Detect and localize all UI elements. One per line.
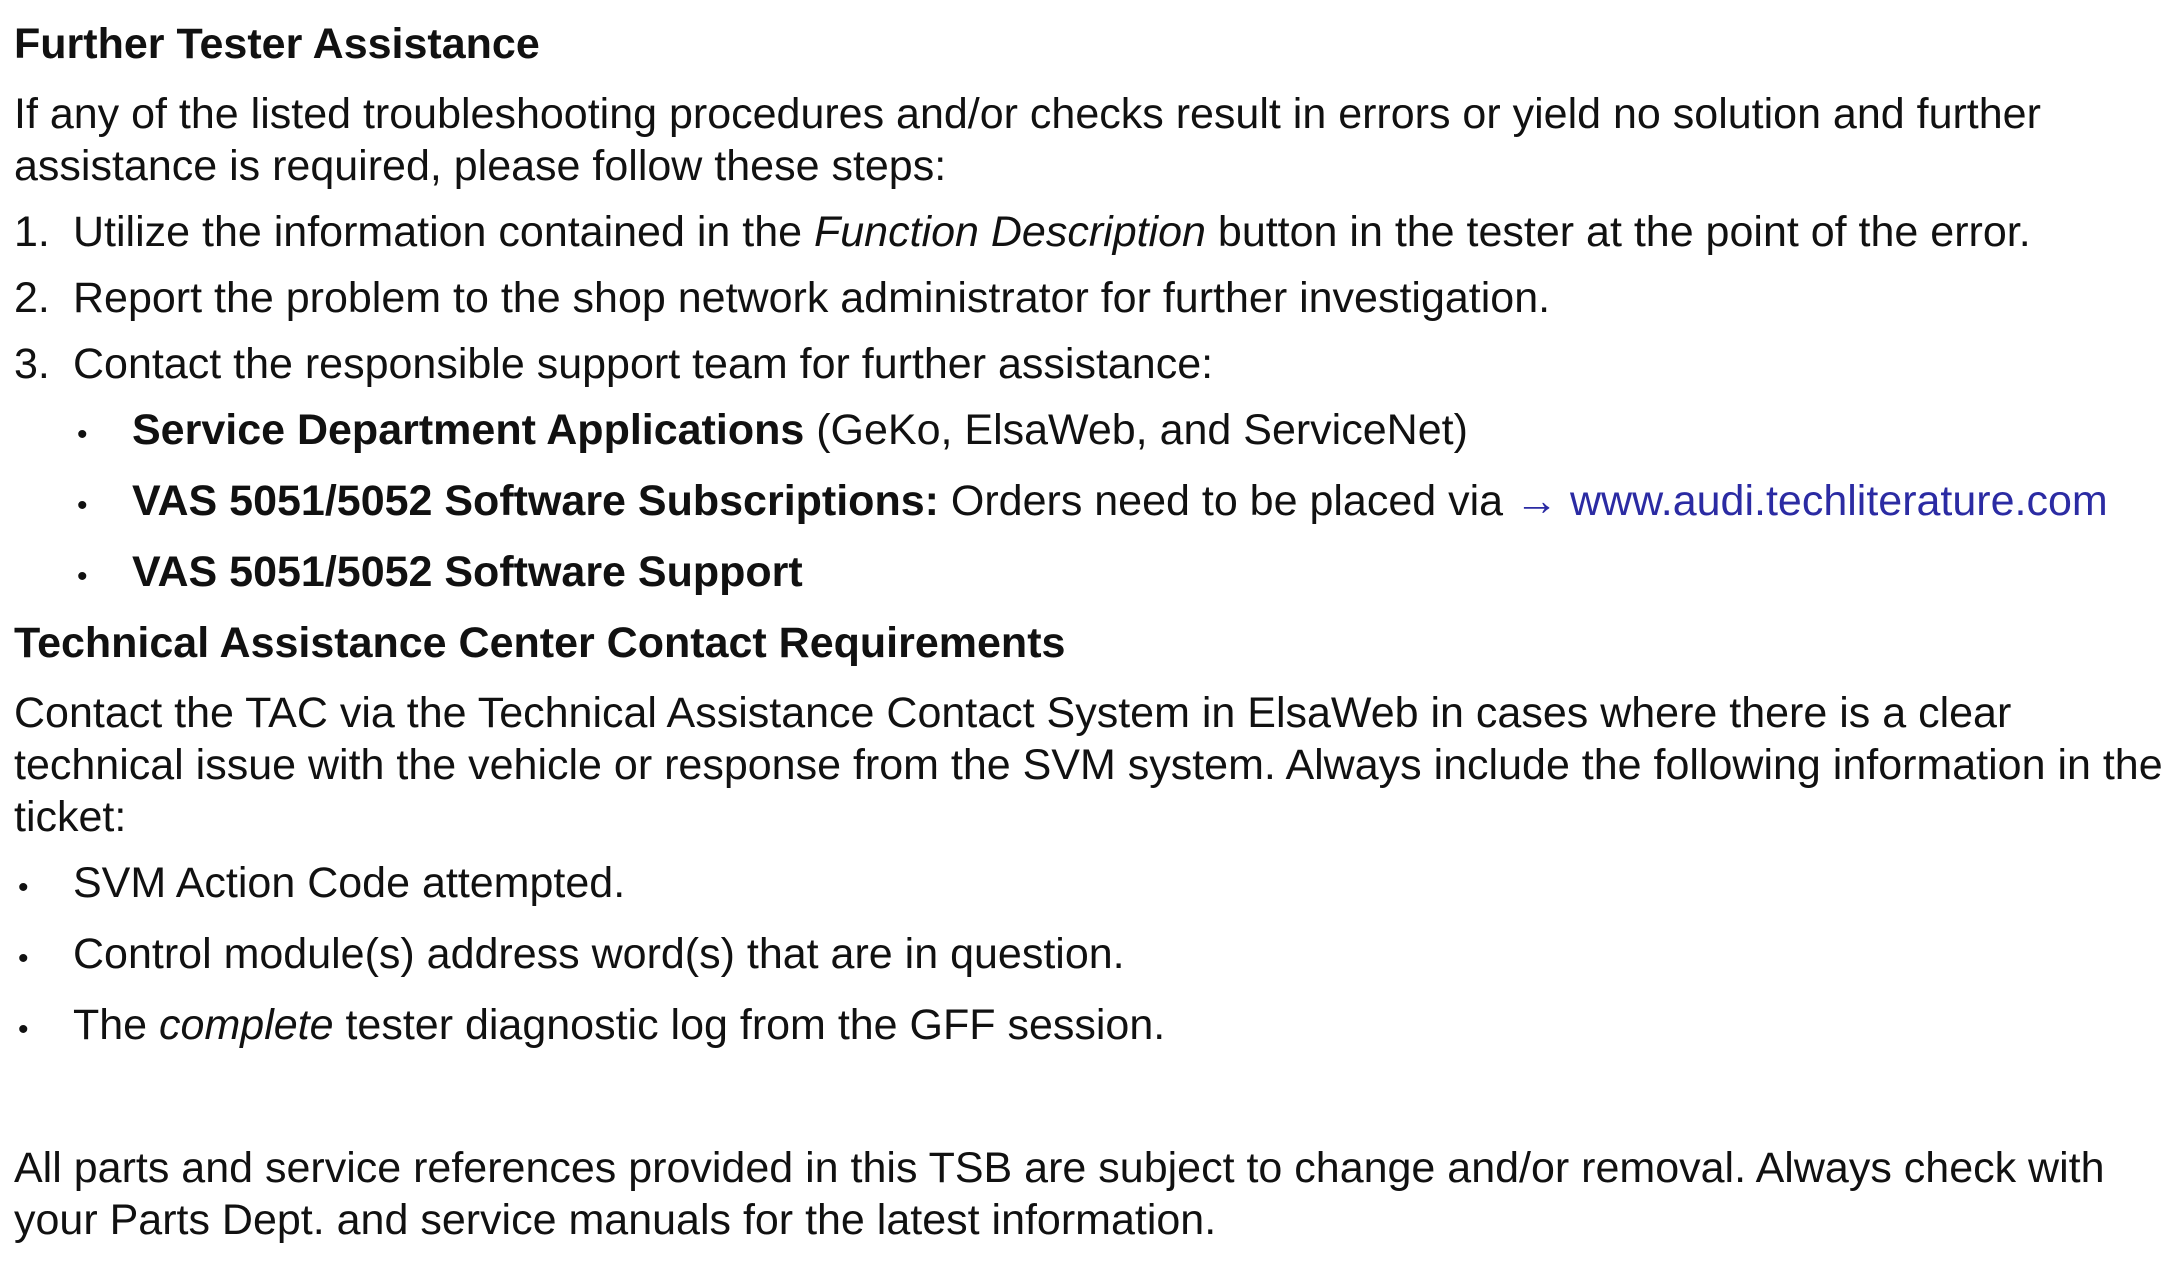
tac-line-1: Contact the TAC via the Technical Assistance Contact System in ElsaWeb in cases where there is a clear [14, 689, 2012, 737]
intro-line-2: assistance is required, please follow these steps: [14, 142, 947, 190]
step-text [73, 206, 2031, 258]
tac-item-text [73, 999, 1165, 1051]
tac-item-diagnostic-log [14, 999, 2164, 1056]
bullet-icon: • [18, 1013, 29, 1046]
function-description-emphasis: Function Description [813, 208, 1206, 256]
step-number: 1. [14, 208, 50, 256]
support-item-service-department [73, 404, 2164, 461]
support-item-software-subscriptions [73, 475, 2164, 532]
support-item-rest: (GeKo, ElsaWeb, and ServiceNet) [804, 406, 1468, 454]
support-item-rest: Orders need to be placed via [938, 477, 1516, 525]
support-item-bold: Service Department Applications [132, 406, 805, 454]
tac-item-pre: The [73, 1001, 160, 1049]
tac-item-text: SVM Action Code attempted. [73, 859, 626, 907]
step-number: 2. [14, 274, 50, 322]
footer-line-2: your Parts Dept. and service manuals for the latest information. [14, 1196, 1217, 1244]
intro-paragraph [14, 88, 2164, 192]
support-item-text [132, 475, 2108, 527]
support-item-software-support [73, 546, 2164, 603]
step-text: Report the problem to the shop network administrator for further investigation. [73, 274, 1551, 322]
tac-item-control-module [14, 928, 2164, 985]
footer-disclaimer [14, 1142, 2164, 1246]
tac-line-3: ticket: [14, 793, 127, 841]
document-body [14, 18, 2164, 1246]
step-2 [14, 272, 2164, 324]
step-text-post: button in the tester at the point of the error. [1205, 208, 2031, 256]
bullet-icon: • [18, 871, 29, 904]
complete-emphasis: complete [159, 1001, 334, 1049]
section-heading-further-tester-assistance: Further Tester Assistance [14, 20, 540, 68]
tac-paragraph [14, 687, 2164, 843]
step-text-pre: Utilize the information contained in the [73, 208, 814, 256]
intro-line-1: If any of the listed troubleshooting procedures and/or checks result in errors or yield no solution and further [14, 90, 2041, 138]
support-item-bold: VAS 5051/5052 Software Subscriptions: [132, 477, 939, 525]
bullet-icon: • [77, 560, 88, 593]
bullet-icon: • [77, 489, 88, 522]
bullet-icon: • [77, 418, 88, 451]
bullet-icon: • [18, 942, 29, 975]
support-item-bold: VAS 5051/5052 Software Support [132, 548, 803, 596]
step-1 [14, 206, 2164, 258]
techliterature-link[interactable]: → www.audi.techliterature.com [1515, 477, 2108, 525]
step-text: Contact the responsible support team for further assistance: [73, 340, 1214, 388]
footer-line-1: All parts and service references provided in this TSB are subject to change and/or removal. Always check with [14, 1144, 2105, 1192]
step-number: 3. [14, 340, 50, 388]
tac-item-action-code [14, 857, 2164, 914]
tac-item-text: Control module(s) address word(s) that are in question. [73, 930, 1125, 978]
step-3 [14, 338, 2164, 390]
tac-item-post: tester diagnostic log from the GFF session. [333, 1001, 1166, 1049]
section-heading-tac-contact-requirements: Technical Assistance Center Contact Requirements [14, 619, 1066, 667]
tac-line-2: technical issue with the vehicle or response from the SVM system. Always include the following information in the [14, 741, 2163, 789]
support-item-text [132, 404, 1468, 456]
